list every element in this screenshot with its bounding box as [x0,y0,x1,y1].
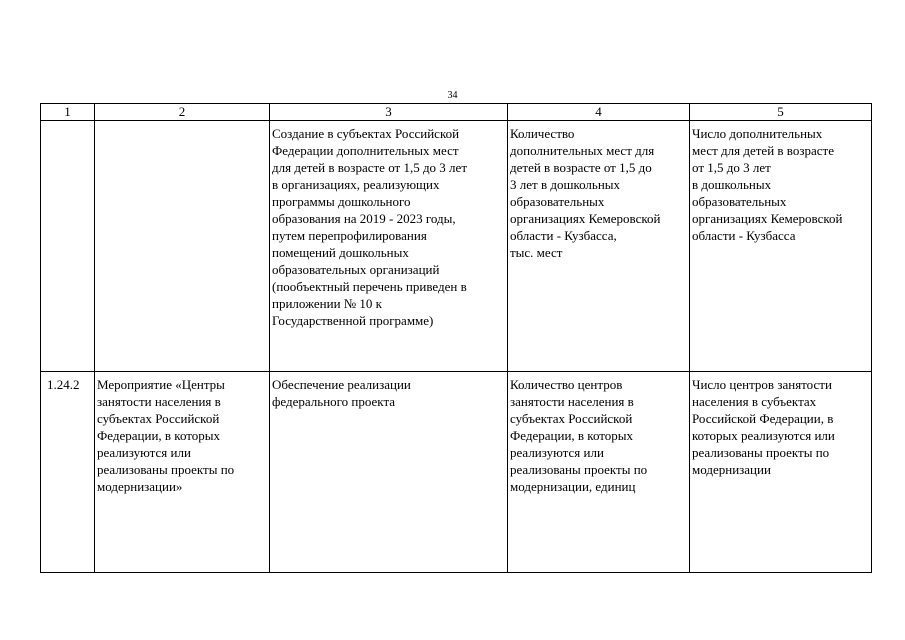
table-cell-indicator [508,372,690,573]
measure-text: Мероприятие «Центры занятости населения в субъектах Российской Федерации, в которых реализуются или реализованы проекты по модернизации» [97,377,235,494]
table-cell-measure [95,121,270,372]
table-header-row [41,104,872,121]
row-number: 1.24.2 [47,377,80,392]
table-cell-measure [95,372,270,573]
indicator-text: Количество дополнительных мест для детей в возрасте от 1,5 до 3 лет в дошкольных образовательных организациях Кемеровской области - Кузбасса, тыс. мест [510,126,661,260]
description-text: Обеспечение реализации федерального проекта [272,377,411,409]
description-text: Создание в субъектах Российской Федерации дополнительных мест для детей в возрасте от 1,5 до 3 лет в организациях, реализующих программы дошкольного образования на 2019 - 2023 годы, путем перепрофилирования помещений дошкольных образовательных организаций (пообъектный перечень приведен в приложении № 10 к Государственной программе) [272,126,467,328]
table-cell-description [270,372,508,573]
column-header: 1 [41,104,95,121]
table-cell-number [41,121,95,372]
measures-table [40,103,872,573]
column-header: 3 [270,104,508,121]
page-number: 34 [447,90,458,101]
table-cell-result [690,372,872,573]
column-header: 2 [95,104,270,121]
table-cell-indicator [508,121,690,372]
table-row [41,121,872,372]
column-header: 4 [508,104,690,121]
table-cell-number [41,372,95,573]
result-text: Число центров занятости населения в субъектах Российской Федерации, в которых реализуются или реализованы проекты по модернизации [692,377,835,477]
table-cell-result [690,121,872,372]
result-text: Число дополнительных мест для детей в возрасте от 1,5 до 3 лет в дошкольных образовательных организациях Кемеровской области - Кузбасса [692,126,843,243]
table-cell-description [270,121,508,372]
indicator-text: Количество центров занятости населения в субъектах Российской Федерации, в которых реализуются или реализованы проекты по модернизации, единиц [510,377,648,494]
table-row [41,372,872,573]
row-number [41,121,94,125]
column-header: 5 [690,104,872,121]
measure-text [95,121,269,125]
